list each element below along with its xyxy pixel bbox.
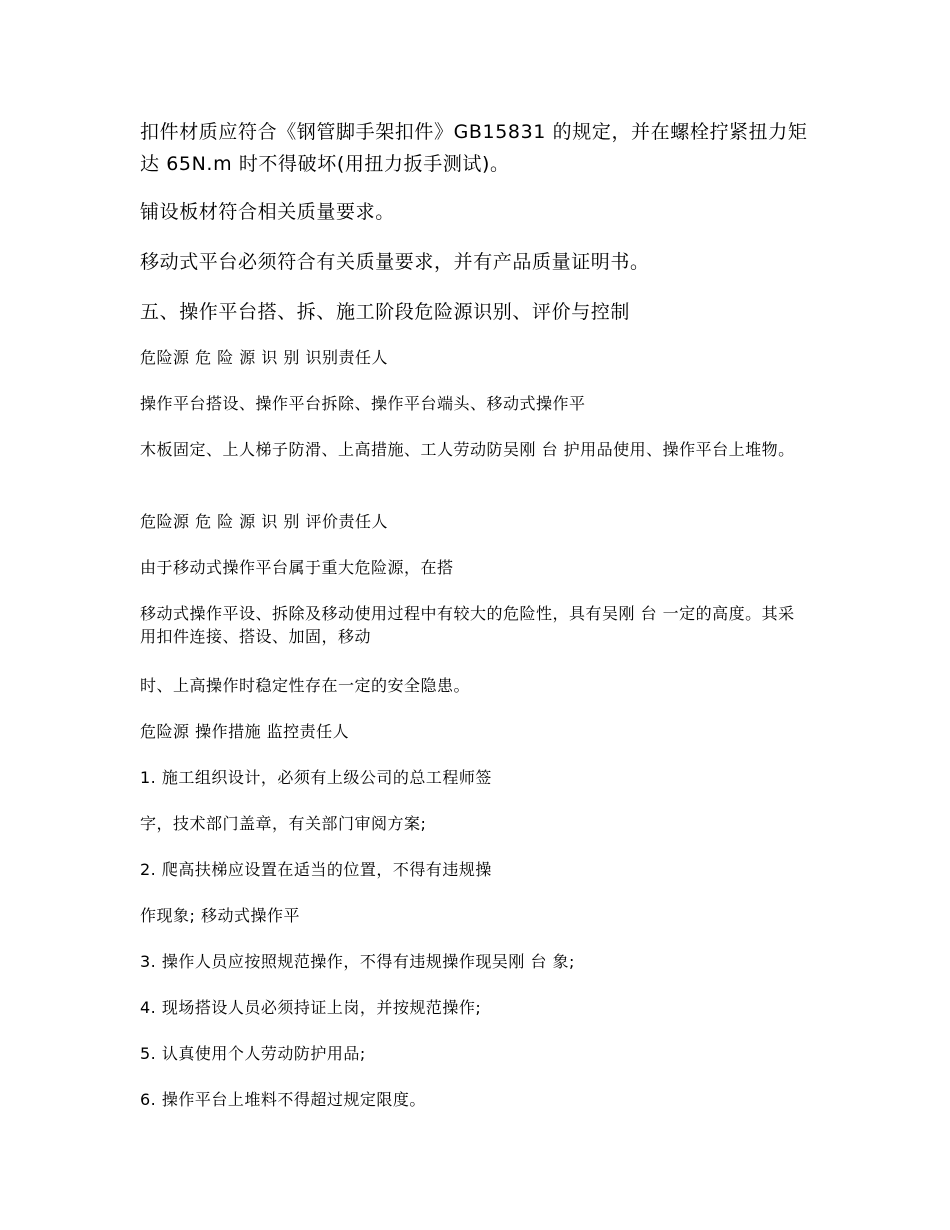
paragraph-mobile-platform-quality: 移动式平台必须符合有关质量要求，并有产品质量证明书。 bbox=[140, 251, 650, 273]
list-item-3: 3. 操作人员应按照规范操作，不得有违规操作现吴刚 台 象; bbox=[140, 952, 575, 971]
list-item-2-continued: 作现象; 移动式操作平 bbox=[140, 906, 300, 925]
table-header-identification: 危险源 危 险 源 识 别 识别责任人 bbox=[140, 348, 389, 367]
paragraph-hazard-description: 移动式操作平设、拆除及移动使用过程中有较大的危险性，具有吴刚 台 一定的高度。其采用扣件连接、搭设、加固，移动 bbox=[140, 604, 795, 646]
list-item-4: 4. 现场搭设人员必须持证上岗，并按规范操作; bbox=[140, 998, 482, 1017]
paragraph-fastener-quality: 扣件材质应符合《钢管脚手架扣件》GB15831 的规定，并在螺栓拧紧扭力矩达 65N.m 时不得破坏(用扭力扳手测试)。 bbox=[140, 121, 808, 175]
paragraph-major-hazard: 由于移动式操作平台属于重大危险源，在搭 bbox=[140, 558, 454, 577]
list-item-6: 6. 操作平台上堆料不得超过规定限度。 bbox=[140, 1090, 426, 1109]
paragraph-board-quality: 铺设板材符合相关质量要求。 bbox=[140, 201, 395, 223]
paragraph-hazard-list: 操作平台搭设、操作平台拆除、操作平台端头、移动式操作平 bbox=[140, 394, 586, 413]
table-header-control: 危险源 操作措施 监控责任人 bbox=[140, 722, 350, 741]
list-item-2: 2. 爬高扶梯应设置在适当的位置，不得有违规操 bbox=[140, 860, 492, 879]
paragraph-stability-risk: 时、上高操作时稳定性存在一定的安全隐患。 bbox=[140, 676, 471, 695]
list-item-1: 1. 施工组织设计，必须有上级公司的总工程师签 bbox=[140, 768, 492, 787]
paragraph-hazard-items: 木板固定、上人梯子防滑、上高措施、工人劳动防吴刚 台 护用品使用、操作平台上堆物。 bbox=[140, 440, 795, 459]
list-item-5: 5. 认真使用个人劳动防护用品; bbox=[140, 1044, 366, 1063]
table-header-evaluation: 危险源 危 险 源 识 别 评价责任人 bbox=[140, 512, 389, 531]
section-heading-5: 五、操作平台搭、拆、施工阶段危险源识别、评价与控制 bbox=[140, 301, 631, 323]
list-item-1-continued: 字，技术部门盖章，有关部门审阅方案; bbox=[140, 814, 427, 833]
